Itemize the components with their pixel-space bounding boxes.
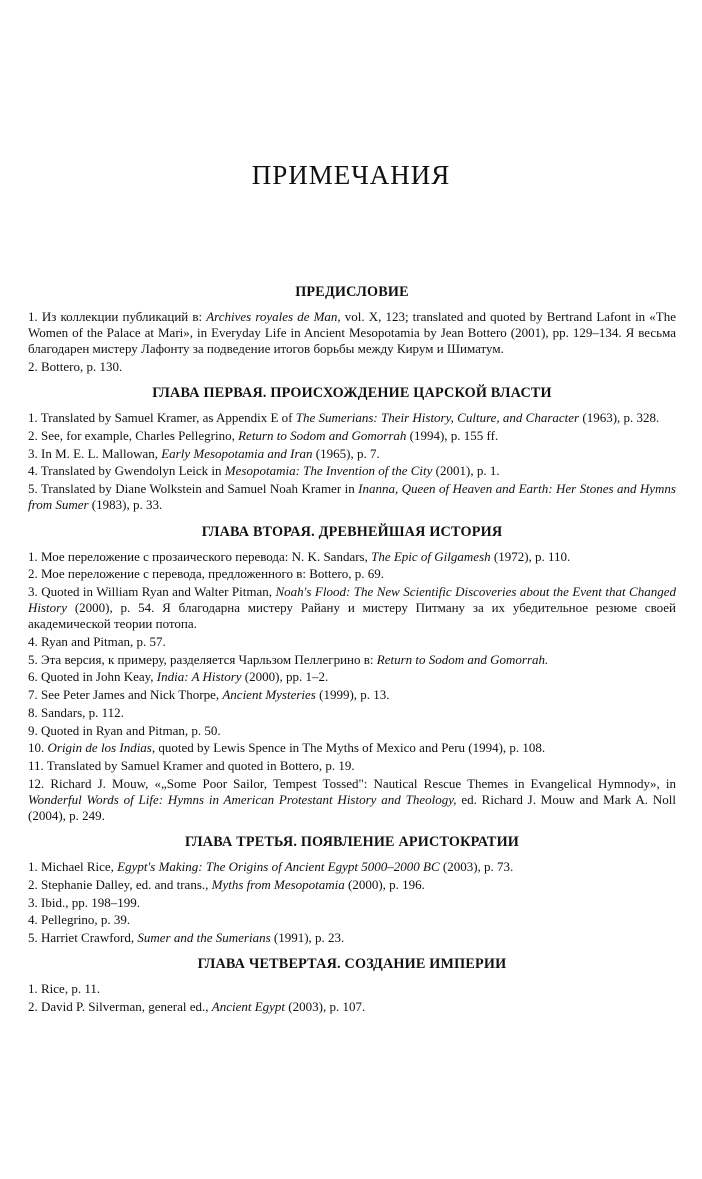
note-title: Myths from Mesopotamia	[211, 876, 345, 892]
note-text: (1999), p. 13.	[315, 687, 390, 703]
note-text: quoted by Lewis Spence in The Myths of Mexico and Peru (1994), p. 108.	[155, 740, 546, 756]
note-item	[28, 877, 676, 893]
note-text: 3. In M. E. L. Mallowan,	[28, 445, 162, 461]
note-text: vol. X, 123; translated and quoted by Bertrand Lafont in «The Women of the Palace at Mari», in Everyday Life in Ancient Mesopotamia by Jean Bottero (2001), pp. 129–134. Я весьма благодарен мистеру Лафонту за подведение итогов борьбы между Кирум и Шиматум.	[28, 309, 676, 357]
note-text: (2001), p. 1.	[432, 463, 500, 479]
note-text: (2000), p. 54. Я благодарна мистеру Райану и мистеру Питману за их убедительное резюме своей академической теории потопа.	[28, 600, 676, 632]
note-text: 11. Translated by Samuel Kramer and quoted in Bottero, p. 19.	[28, 757, 355, 773]
note-item	[28, 999, 676, 1015]
note-item	[28, 859, 676, 875]
note-text: (2000), pp. 1–2.	[241, 669, 329, 685]
note-text: (2003), p. 73.	[439, 859, 514, 875]
note-text: 5. Translated by Diane Wolkstein and Samuel Noah Kramer in	[28, 481, 359, 497]
note-text: 1. Michael Rice,	[28, 859, 118, 875]
note-item	[28, 410, 676, 426]
note-text: 1. Rice, p. 11.	[28, 981, 101, 997]
note-text: 9. Quoted in Ryan and Pitman, p. 50.	[28, 722, 221, 738]
note-title: Ancient Mysteries	[222, 687, 316, 703]
note-text: 2. David P. Silverman, general ed.,	[28, 999, 212, 1014]
note-title: Return to Sodom and Gomorrah.	[376, 651, 549, 667]
note-title: The Sumerians: Their History, Culture, and Character	[295, 410, 580, 426]
note-text: 6. Quoted in John Keay,	[28, 669, 157, 685]
note-text: 3. Ibid., pp. 198–199.	[28, 894, 140, 910]
note-item	[28, 463, 676, 479]
note-text: 3. Quoted in William Ryan and Walter Pitman,	[28, 583, 276, 599]
note-text: 10.	[28, 740, 48, 756]
note-item	[28, 740, 676, 756]
notes-section	[28, 385, 676, 513]
note-text: 2. Bottero, p. 130.	[28, 359, 123, 375]
note-item	[28, 446, 676, 462]
note-item	[28, 687, 676, 703]
note-title: Ancient Egypt	[211, 999, 286, 1014]
note-item	[28, 930, 676, 946]
note-text: 4. Translated by Gwendolyn Leick in	[28, 463, 225, 479]
note-item	[28, 723, 676, 739]
note-text: 1. Translated by Samuel Kramer, as Appendix E of	[28, 410, 296, 426]
note-text: 4. Ryan and Pitman, p. 57.	[28, 634, 166, 650]
section-heading: ГЛАВА ПЕРВАЯ. ПРОИСХОЖДЕНИЕ ЦАРСКОЙ ВЛАСТИ	[152, 385, 552, 402]
note-title: Noah's Flood: The New Scientific Discoveries about the Event that Changed History	[28, 583, 676, 616]
notes-content	[28, 284, 676, 1025]
note-text: (1963), p. 328.	[579, 410, 660, 426]
note-title: Wonderful Words of Life: Hymns in American Protestant History and Theology,	[28, 791, 457, 807]
note-text: (1991), p. 23.	[270, 930, 345, 946]
notes-section	[28, 956, 676, 1015]
notes-section	[28, 284, 676, 375]
note-text: 1. Из коллекции публикаций в:	[28, 309, 207, 324]
note-item	[28, 652, 676, 668]
note-text: (1965), p. 7.	[312, 445, 380, 461]
note-item	[28, 359, 676, 375]
note-text: 2. See, for example, Charles Pellegrino,	[28, 428, 239, 444]
note-text: (1994), p. 155 ff.	[406, 428, 499, 444]
note-title: Origin de los Indias,	[47, 740, 156, 756]
note-text: (2000), p. 196.	[344, 876, 425, 892]
note-title: Archives royales de Man,	[206, 309, 341, 324]
note-title: Inanna, Queen of Heaven and Earth: Her Stones and Hymns from Sumer	[28, 481, 676, 513]
note-title: Sumer and the Sumerians	[137, 930, 271, 946]
note-item	[28, 481, 676, 513]
note-text: 12. Richard J. Mouw, «„Some Poor Sailor, Tempest Tossed": Nautical Rescue Themes in Evangelical Hymnody», in	[28, 775, 676, 791]
note-text: (1983), p. 33.	[88, 497, 163, 513]
note-text: 2. Мое переложение с перевода, предложенного в: Bottero, p. 69.	[28, 566, 384, 582]
note-item	[28, 705, 676, 721]
note-item	[28, 758, 676, 774]
note-item	[28, 776, 676, 825]
note-item	[28, 669, 676, 685]
section-heading: ГЛАВА ВТОРАЯ. ДРЕВНЕЙШАЯ ИСТОРИЯ	[201, 523, 503, 540]
note-text: 5. Эта версия, к примеру, разделяется Чарльзом Пеллегрино в:	[28, 651, 377, 667]
note-item	[28, 566, 676, 582]
note-text: 4. Pellegrino, p. 39.	[28, 912, 131, 928]
note-title: Mesopotamia: The Invention of the City	[224, 463, 433, 479]
note-item	[28, 549, 676, 565]
note-item	[28, 309, 676, 358]
note-text: 8. Sandars, p. 112.	[28, 704, 124, 720]
note-item	[28, 584, 676, 633]
note-text: 1. Мое переложение с прозаического перевода: N. K. Sandars,	[28, 548, 372, 564]
note-item	[28, 895, 676, 911]
note-text: ed. Richard J. Mouw and Mark A. Noll (2004), p. 249.	[28, 791, 676, 824]
note-text: (2003), p. 107.	[285, 999, 366, 1014]
note-title: Early Mesopotamia and Iran	[161, 445, 313, 461]
notes-section	[28, 524, 676, 825]
note-title: The Epic of Gilgamesh	[371, 548, 491, 564]
note-title: Egypt's Making: The Origins of Ancient Egypt 5000–2000 BC	[117, 859, 440, 875]
note-text: 2. Stephanie Dalley, ed. and trans.,	[28, 876, 212, 892]
note-item	[28, 634, 676, 650]
page-title: ПРИМЕЧАНИЯ	[251, 160, 451, 190]
section-heading: ГЛАВА ТРЕТЬЯ. ПОЯВЛЕНИЕ АРИСТОКРАТИИ	[184, 834, 520, 851]
note-item	[28, 428, 676, 444]
section-heading: ГЛАВА ЧЕТВЕРТАЯ. СОЗДАНИЕ ИМПЕРИИ	[197, 956, 507, 973]
note-title: Return to Sodom and Gomorrah	[238, 428, 407, 444]
notes-section	[28, 834, 676, 946]
note-text: 5. Harriet Crawford,	[28, 930, 138, 946]
note-title: India: A History	[156, 669, 242, 685]
note-text: 7. See Peter James and Nick Thorpe,	[28, 687, 223, 703]
note-item	[28, 912, 676, 928]
section-heading: ПРЕДИСЛОВИЕ	[295, 284, 409, 300]
note-text: (1972), p. 110.	[490, 548, 571, 564]
note-item	[28, 981, 676, 997]
